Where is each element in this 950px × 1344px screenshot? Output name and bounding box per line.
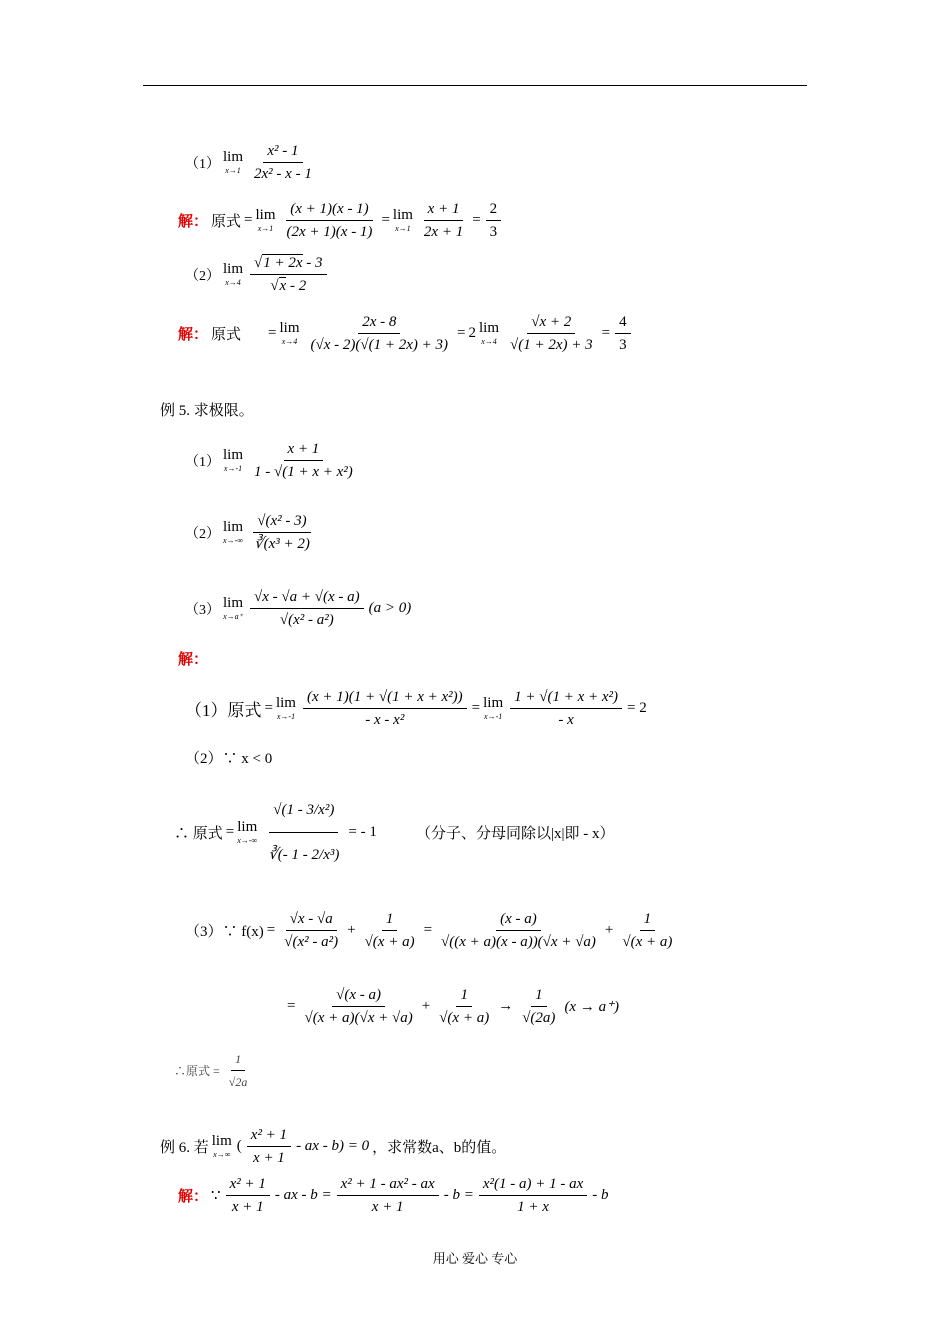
fraction: $\frac{\text{x² - 1}}{\text{2x² - x - 1}}$ — [254, 143, 312, 182]
solution-5-conclusion: ∴原式 = $\frac{1}{√2a}$ — [174, 1052, 248, 1089]
solution-text: 原式 — [211, 214, 242, 230]
solution-5-note: （分子、分母同除以|x|即 - x） — [416, 826, 615, 842]
solution-5-part-2: ∴ 原式 = lim x→-∞ $\frac{\text{√(1 - 3/x²)}}{\text{∛(- 1 - 2/x³)}}$ = - 1 — [174, 790, 377, 875]
example-5-heading: 例 5. 求极限。 — [160, 403, 254, 419]
solution-2: 解： 原式 = lim x→4 $\frac{2x - 8}{(√x - 2)(√(1 + 2x) + 3)}$ = 2 lim x→4 $\frac{√x + 2}{√(1 + 2x) + 3}$ = $\frac{4}{3}$ — [178, 313, 633, 354]
page-footer: 用心 爱心 专心 — [432, 1251, 518, 1266]
example-6: 例 6. 若 lim x→∞ ( $\frac{\text{x² + 1}}{x + 1}$ - ax - b) = 0 ，求常数a、b的值。 — [160, 1127, 507, 1166]
solution-label: 解： — [178, 214, 209, 230]
solution-1: 解： 原式 = lim x→1 $\frac{(x + 1)(x - 1)}{(2x + 1)(x - 1)}$ = lim x→1 $\frac{x + 1}{2x + 1}$ = $\frac{2}{3}$ — [178, 200, 503, 241]
item-number: （1） — [185, 156, 220, 172]
solution-5-part-3-continued: = $\frac{√(x - a)}{√(x + a)(√x + √a)}$ + $\frac{1}{√(x + a)}$ → $\frac{1}{√(2a)}$ (x → a⁺) — [287, 987, 620, 1026]
solution-5-part-2-condition: （2）∵ x < 0 — [185, 751, 273, 767]
problem-2: （2） lim x→4 $\frac{√1 + 2x - 3}{√x - 2}$ — [185, 254, 329, 295]
solution-6: 解： ∵ $\frac{\text{x² + 1}}{x + 1}$ - ax - b = $\frac{\text{x² + 1 - ax² - ax}}{x + 1}$ - b = $\frac{\text{x²(1 - a) + 1 - ax}}{1 + x}$ - b — [178, 1176, 609, 1215]
problem-1 — [185, 142, 318, 183]
example-5-item-2: （2） lim x→-∞ $\frac{\text{√(x² - 3)}}{\text{∛(x³ + 2)}}$ — [185, 513, 310, 552]
solution-5-part-1: （1）原式 = lim x→-1 $\frac{\text{(x + 1)(1 + √(1 + x + x²))}}{\text{- x - x²}}$ = lim x→-1 $\frac{\text{1 + √(1 + x + x²)}}{- x}$ = 2 — [185, 689, 647, 728]
solution-5-part-3: （3）∵ f(x) = $\frac{√x - √a}{\text{√(x² - a²)}}$ + $\frac{1}{√(x + a)}$ = $\frac{(x - a)}{√((x + a)(x - a))(√x + √a)}$ + $\frac{1}{√(x + a)}$ — [185, 911, 673, 950]
example-5-item-1: （1） lim x→-1 $\frac{x + 1}{\text{1 - √(1 + x + x²)}}$ — [185, 441, 353, 480]
example-5-item-3: （3） lim x→a⁺ $\frac{√x - √a + √(x - a)}{\text{√(x² - a²)}}$ (a > 0) — [185, 589, 412, 628]
header-rule — [143, 85, 807, 86]
solution-5-label: 解： — [178, 652, 209, 668]
limit: lim x→1 — [223, 149, 244, 175]
